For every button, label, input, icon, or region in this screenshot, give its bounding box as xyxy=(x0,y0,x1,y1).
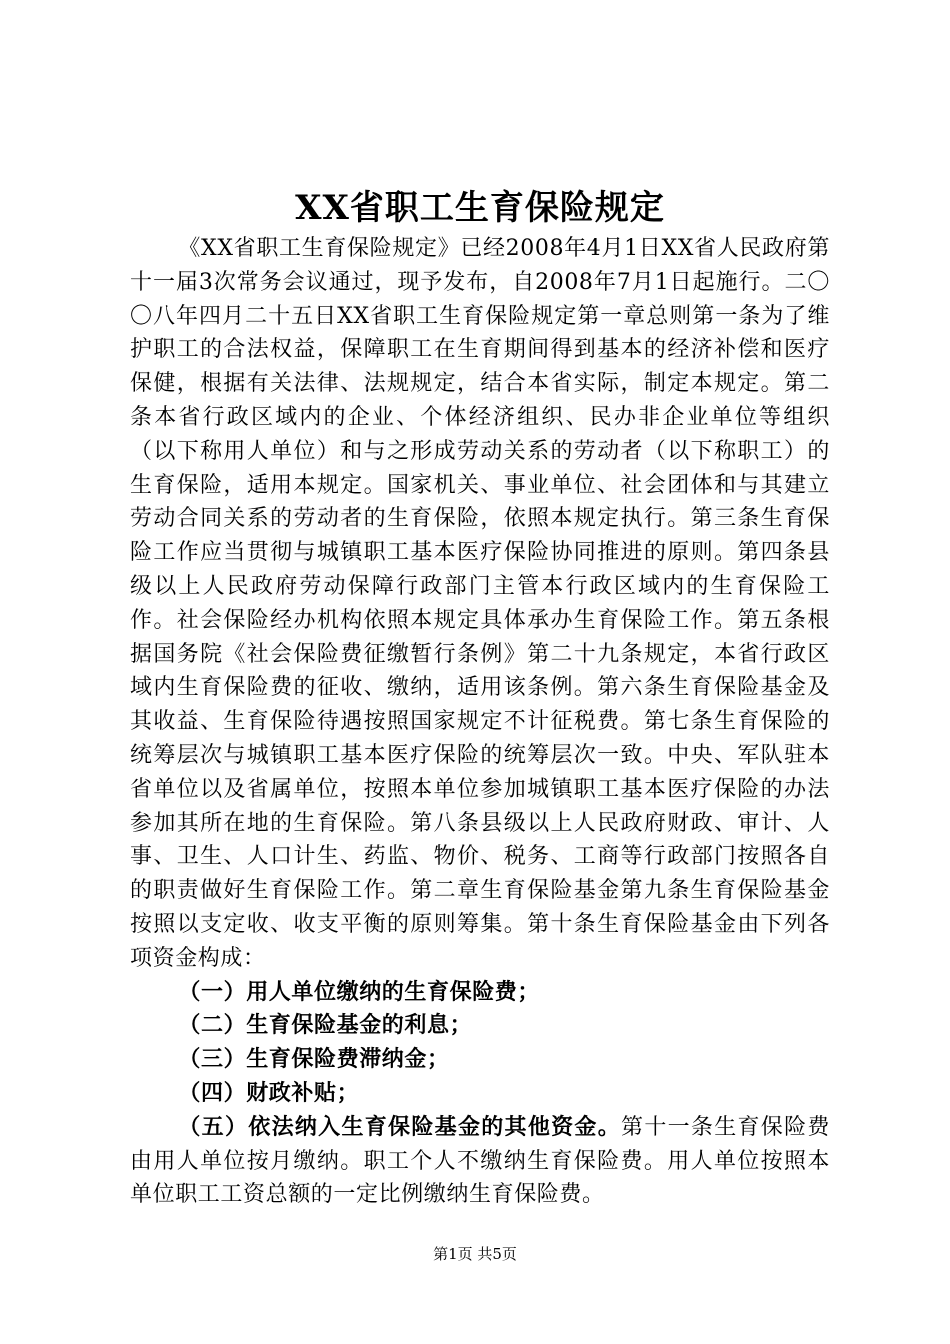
intro-paragraph: 《XX省职工生育保险规定》已经2008年4月1日XX省人民政府第十一届3次常务会议通过，现予发布，自2008年7月1日起施行。二〇〇八年四月二十五日XX省职工生育保险规定第一章总则第一条为了维护职工的合法权益，保障职工在生育期间得到基本的经济补偿和医疗保健，根据有关法律、法规规定，结合本省实际，制定本规定。第二条本省行政区域内的企业、个体经济组织、民办非企业单位等组织（以下称用人单位）和与之形成劳动关系的劳动者（以下称职工）的生育保险，适用本规定。国家机关、事业单位、社会团体和与其建立劳动合同关系的劳动者的生育保险，依照本规定执行。第三条生育保险工作应当贯彻与城镇职工基本医疗保险协同推进的原则。第四条县级以上人民政府劳动保障行政部门主管本行政区域内的生育保险工作。社会保险经办机构依照本规定具体承办生育保险工作。第五条根据国务院《社会保险费征缴暂行条例》第二十九条规定，本省行政区域内生育保险费的征收、缴纳，适用该条例。第六条生育保险基金及其收益、生育保险待遇按照国家规定不计征税费。第七条生育保险的统筹层次与城镇职工基本医疗保险的统筹层次一致。中央、军队驻本省单位以及省属单位，按照本单位参加城镇职工基本医疗保险的办法参加其所在地的生育保险。第八条县级以上人民政府财政、审计、人事、卫生、人口计生、药监、物价、税务、工商等行政部门按照各自的职责做好生育保险工作。第二章生育保险基金第九条生育保险基金按照以支定收、收支平衡的原则筹集。第十条生育保险基金由下列各项资金构成： xyxy=(130,236,830,971)
list-item-3: （三）生育保险费滞纳金； xyxy=(178,1047,450,1073)
list-item-5: （五）依法纳入生育保险基金的其他资金。 xyxy=(178,1114,622,1140)
list-item-1: （一）用人单位缴纳的生育保险费； xyxy=(178,979,540,1005)
article-11-text: 第十一条生育保险费由用人单位按月缴纳。职工个人不缴纳生育保险费。用人单位按照本单位职工工资总额的一定比例缴纳生育保险费。 xyxy=(130,1114,831,1208)
list-item-4: （四）财政补贴； xyxy=(178,1080,360,1106)
page-footer: 第1页 共5页 xyxy=(433,1245,517,1263)
list-item-5-with-continuation xyxy=(130,1111,830,1212)
document-body xyxy=(130,232,830,1212)
document-title: XX省职工生育保险规定 xyxy=(295,188,665,228)
list-item-2: （二）生育保险基金的利息； xyxy=(178,1013,473,1039)
